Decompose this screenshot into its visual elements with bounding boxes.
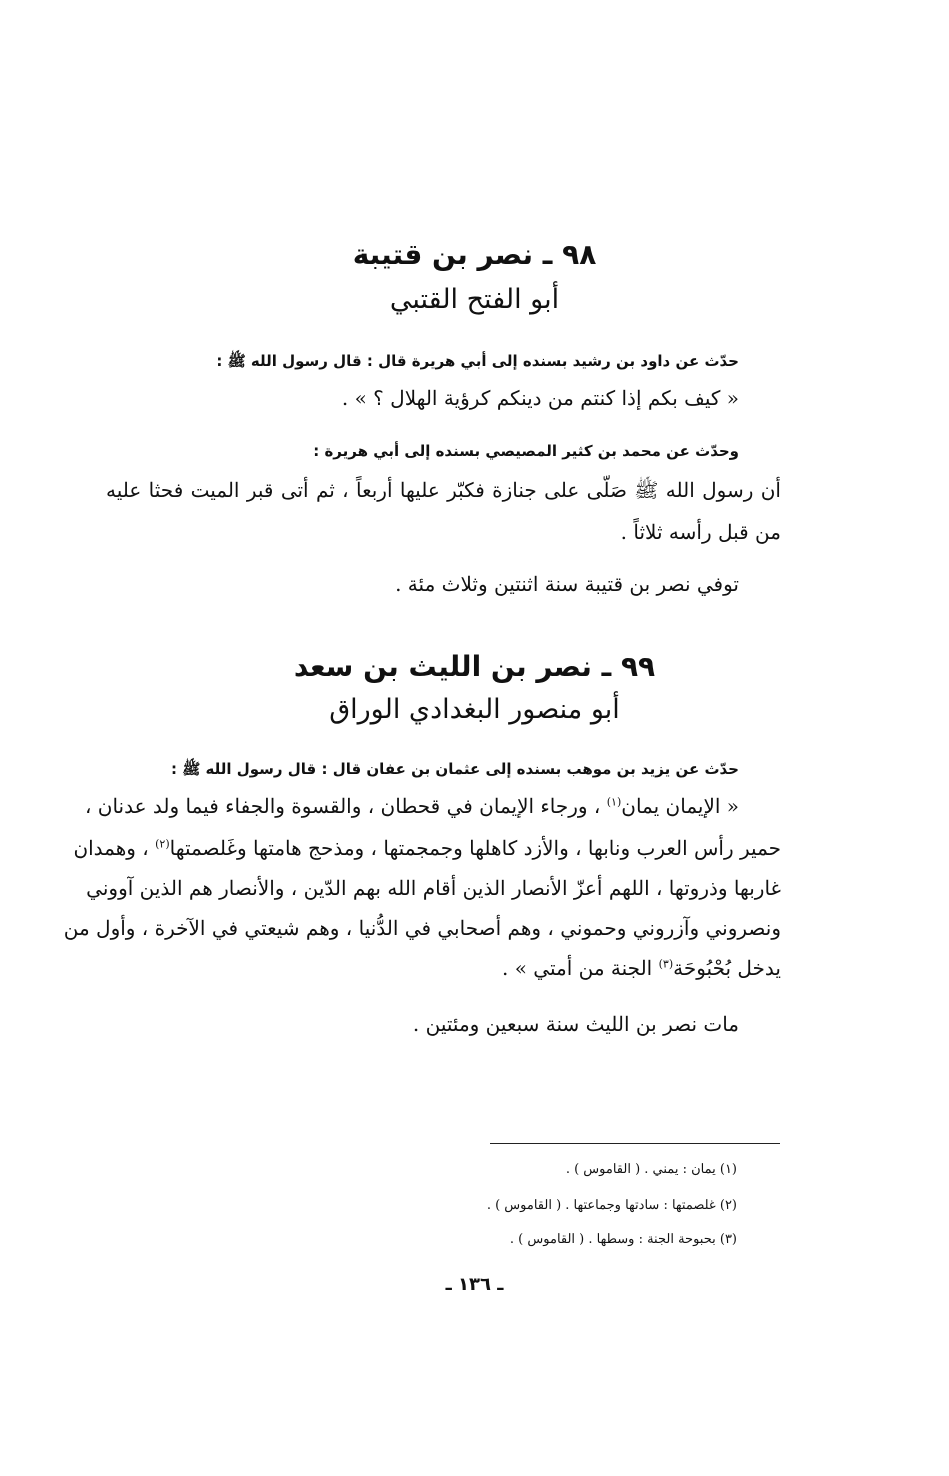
footnote-ref-1: (١) xyxy=(606,795,622,809)
footnote-2: (٢) غلصمتها : سادتها وجماعتها . ( القاموس ) . xyxy=(486,1198,737,1213)
entry-99-subtitle: أبو منصور البغدادي الوراق xyxy=(329,694,620,725)
entry-98-title: ٩٨ ـ نصر بن قتيبة xyxy=(352,238,597,271)
entry-98-hadith1-chain: حدّث عن داود بن رشيد بسنده إلى أبي هريرة قال : قال رسول الله ﷺ : xyxy=(216,352,739,370)
page-number: ـ ١٣٦ ـ xyxy=(445,1274,504,1295)
entry-99-title: ٩٩ ـ نصر بن الليث بن سعد xyxy=(293,650,656,683)
entry-99-death-note: مات نصر بن الليث سنة سبعين ومئتين . xyxy=(412,1012,739,1036)
entry-98-hadith2-line2: من قبل رأسه ثلاثاً . xyxy=(620,520,781,544)
footnote-ref-2: (٢) xyxy=(155,837,170,851)
entry-99-text-line4: ونصروني وآزروني وحموني ، وهم أصحابي في الدُّنيا ، وهم شيعتي في الآخرة ، وأول من xyxy=(63,916,781,940)
footnote-1: (١) يمان : يمني . ( القاموس ) . xyxy=(565,1162,737,1177)
entry-99-text-line2: حمير رأس العرب ونابها ، والأزد كاهلها وجمجمتها ، ومذحج هامتها وغَلصمتها$^{(٢)}$ ، وهمدان xyxy=(73,836,781,860)
footnote-ref-3: (٣) xyxy=(658,957,674,971)
entry-99-text-line3: غاربها وذروتها ، اللهم أعزّ الأنصار الذين أقام الله بهم الدّين ، والأنصار هم الذين آووني xyxy=(86,876,781,900)
entry-98-subtitle: أبو الفتح القتبي xyxy=(389,284,560,315)
entry-98-death-note: توفي نصر بن قتيبة سنة اثنتين وثلاث مئة . xyxy=(395,572,739,596)
entry-99-text-line1: « الإيمان يمان$^{(١)}$ ، ورجاء الإيمان في قحطان ، والقسوة والجفاء فيما ولد عدنان ، xyxy=(84,794,739,818)
entry-98-hadith2-chain: وحدّث عن محمد بن كثير المصيصي بسنده إلى أبي هريرة : xyxy=(313,442,739,460)
entry-98-hadith2-line1: أن رسول الله ﷺ صَلّى على جنازة فكبّر عليها أربعاً ، ثم أتى قبر الميت فحثا عليه xyxy=(106,478,781,502)
entry-98-hadith1-text: « كيف بكم إذا كنتم من دينكم كرؤية الهلال ؟ » . xyxy=(341,386,739,410)
entry-99-chain: حدّث عن يزيد بن موهب بسنده إلى عثمان بن عفان قال : قال رسول الله ﷺ : xyxy=(170,760,739,778)
entry-99-text-line5: يدخل بُحْبُوحَة$^{(٣)}$ الجنة من أمتي » . xyxy=(501,956,781,980)
footnote-3: (٣) بحبوحة الجنة : وسطها . ( القاموس ) . xyxy=(509,1232,737,1247)
footnote-separator xyxy=(490,1143,780,1144)
